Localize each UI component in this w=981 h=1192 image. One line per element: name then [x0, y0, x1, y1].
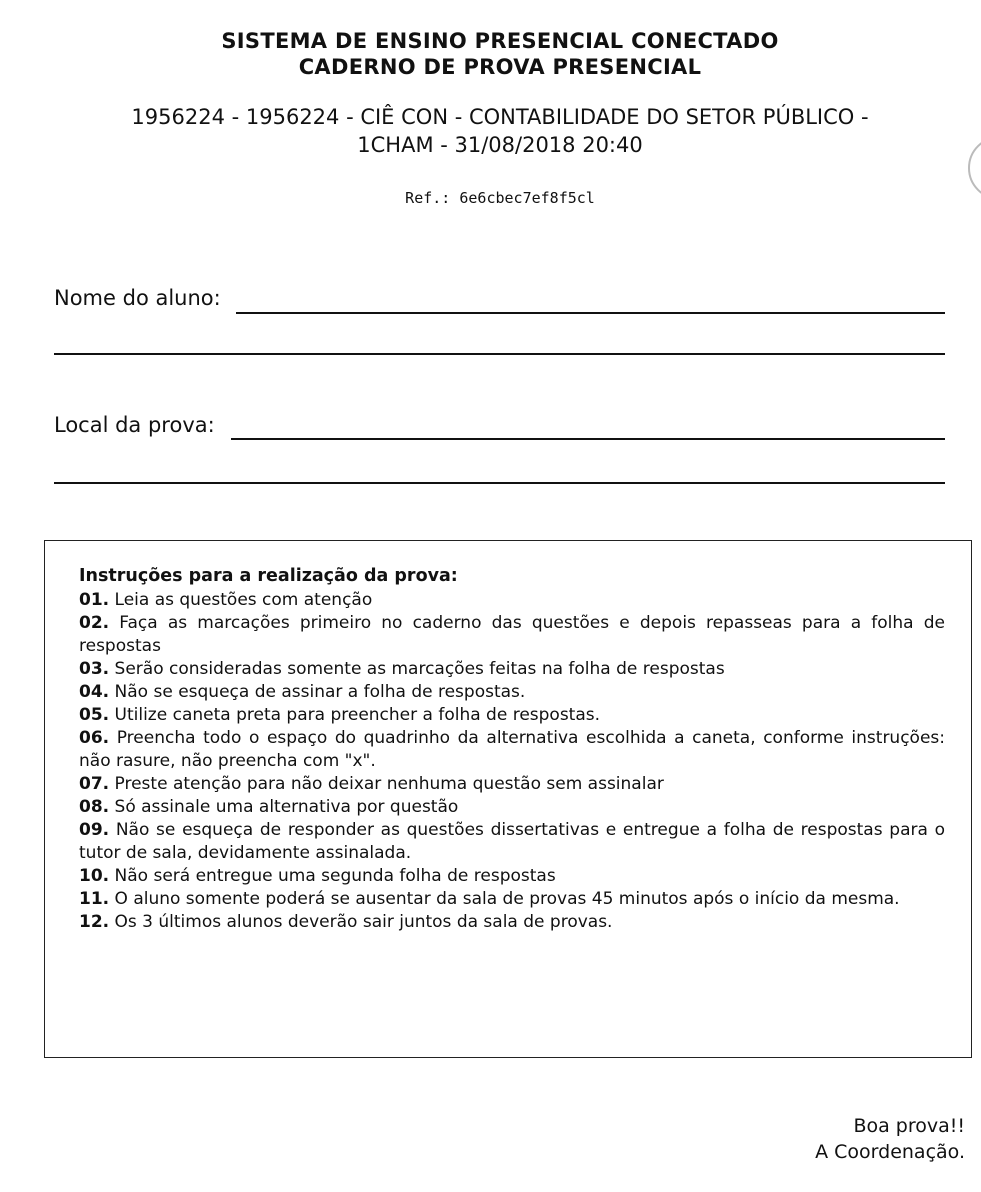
instruction-number: 09.	[79, 820, 110, 840]
instruction-number: 12.	[79, 912, 110, 932]
student-name-label: Nome do aluno:	[54, 286, 221, 310]
instruction-text: O aluno somente poderá se ausentar da sala de provas 45 minutos após o início da mesma.	[114, 889, 900, 909]
instruction-text: Não será entregue uma segunda folha de respostas	[114, 866, 556, 886]
instruction-item	[79, 681, 945, 704]
closing-wish: Boa prova!!	[853, 1115, 965, 1137]
instruction-number: 07.	[79, 774, 110, 794]
closing-signature: A Coordenação.	[815, 1141, 965, 1163]
instruction-text: Preste atenção para não deixar nenhuma questão sem assinalar	[114, 774, 664, 794]
instruction-number: 11.	[79, 889, 110, 909]
instructions-box	[44, 540, 972, 1058]
course-line-1: 1956224 - 1956224 - CIÊ CON - CONTABILIDADE DO SETOR PÚBLICO -	[131, 105, 869, 129]
instructions-heading: Instruções para a realização da prova:	[79, 566, 458, 586]
instruction-number: 02.	[79, 613, 110, 633]
instruction-text: Os 3 últimos alunos deverão sair juntos da sala de provas.	[114, 912, 613, 932]
instruction-item	[79, 796, 945, 819]
instruction-text: Serão consideradas somente as marcações feitas na folha de respostas	[114, 659, 725, 679]
instruction-text: Não se esqueça de responder as questões dissertativas e entregue a folha de respostas para o tutor de sala, devidamente assinalada.	[79, 820, 945, 863]
instruction-text: Faça as marcações primeiro no caderno das questões e depois repasseas para a folha de respostas	[79, 613, 945, 656]
instruction-number: 04.	[79, 682, 110, 702]
instruction-number: 03.	[79, 659, 110, 679]
instruction-number: 06.	[79, 728, 110, 748]
student-name-line-1[interactable]	[236, 312, 945, 314]
instruction-number: 10.	[79, 866, 110, 886]
system-title: SISTEMA DE ENSINO PRESENCIAL CONECTADO	[221, 29, 779, 53]
instruction-number: 01.	[79, 590, 110, 610]
instruction-text: Leia as questões com atenção	[114, 590, 373, 610]
instruction-text: Não se esqueça de assinar a folha de respostas.	[114, 682, 526, 702]
instruction-item	[79, 819, 945, 865]
instruction-number: 08.	[79, 797, 110, 817]
booklet-title: CADERNO DE PROVA PRESENCIAL	[298, 55, 702, 79]
instruction-number: 05.	[79, 705, 110, 725]
instruction-item	[79, 773, 945, 796]
instruction-item	[79, 911, 945, 934]
instruction-item	[79, 888, 945, 911]
instruction-item	[79, 658, 945, 681]
student-name-line-2[interactable]	[54, 353, 945, 355]
exam-location-line-2[interactable]	[54, 482, 945, 484]
course-info	[0, 103, 981, 159]
instruction-text: Preencha todo o espaço do quadrinho da alternativa escolhida a caneta, conforme instruções: não rasure, não preencha com "x".	[79, 728, 945, 771]
exam-location-label: Local da prova:	[54, 413, 215, 437]
instruction-item	[79, 612, 945, 658]
instruction-text: Utilize caneta preta para preencher a folha de respostas.	[114, 705, 601, 725]
instruction-item	[79, 704, 945, 727]
instruction-item	[79, 727, 945, 773]
instruction-item	[79, 865, 945, 888]
instructions-content	[79, 565, 945, 934]
instruction-item	[79, 589, 945, 612]
exam-location-line-1[interactable]	[231, 438, 945, 440]
reference-code: Ref.: 6e6cbec7ef8f5cl	[405, 189, 595, 207]
course-line-2: 1CHAM - 31/08/2018 20:40	[357, 133, 643, 157]
instruction-text: Só assinale uma alternativa por questão	[114, 797, 459, 817]
